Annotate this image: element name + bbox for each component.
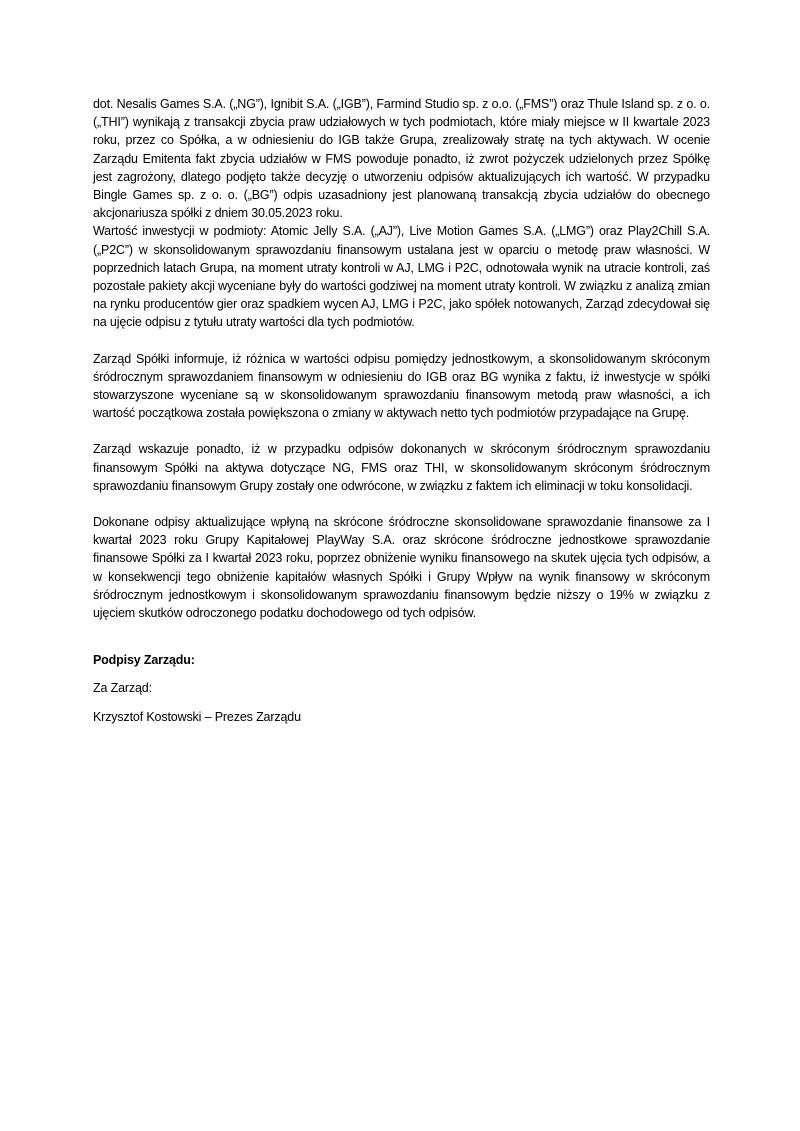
- paragraph-impairment-ng-igb-fms-thi: dot. Nesalis Games S.A. („NG”), Ignibit S.A. („IGB”), Farmind Studio sp. z o.o. („FMS”) oraz Thule Island sp. z o. o. („THI”) wynikają z transakcji zbycia praw udziałowych w tych podmiotach, które miały miejsce w II kwartale 2023 roku, przez co Spółka, a w odniesieniu do IGB także Grupa, zrealizowały stratę na tych aktywach. W ocenie Zarządu Emitenta fakt zbycia udziałów w FMS powoduje ponadto, iż zwrot pożyczek udzielonych przez Spółkę jest zagrożony, dlatego podjęto także decyzję o utworzeniu odpisów aktualizujących ich wartość. W przypadku Bingle Games sp. z o. o. („BG”) odpis uzasadniony jest planowaną transakcją zbycia udziałów do obecnego akcjonariusza spółki z dniem 30.05.2023 roku.: [93, 97, 710, 221]
- paragraph-investments-aj-lmg-p2c: Wartość inwestycji w podmioty: Atomic Jelly S.A. („AJ”), Live Motion Games S.A. („LMG”) oraz Play2Chill S.A. („P2C”) w skonsolidowanym sprawozdaniu finansowym ustalana jest w oparciu o metodę praw własności. W poprzednich latach Grupa, na moment utraty kontroli w AJ, LMG i P2C, odnotowała wynik na utracie kontroli, zaś pozostałe pakiety akcji wyceniane były do wartości godziwej na moment utraty kontroli. W związku z analizą zmian na rynku producentów gier oraz spadkiem wycen AJ, LMG i P2C, jako spółek notowanych, Zarząd zdecydował się na ujęcie odpisu z tytułu utraty wartości dla tych podmiotów.: [93, 224, 710, 330]
- paragraph-financial-impact: Dokonane odpisy aktualizujące wpłyną na skrócone śródroczne skonsolidowane sprawozdanie finansowe za I kwartał 2023 roku Grupy Kapitałowej PlayWay S.A. oraz skrócone śródroczne jednostkowe sprawozdanie finansowe Spółki za I kwartał 2023 roku, poprzez obniżenie wyniku finansowego na skutek ujęcia tych odpisów, a w konsekwencji tego obniżenie kapitałów własnych Spółki i Grupy Wpływ na wynik finansowy w skróconym śródrocznym jednostkowym i skonsolidowanym sprawozdaniu finansowym będzie niższy o 19% w związku z ujęciem skutków odroczonego podatku dochodowego od tych odpisów.: [93, 515, 710, 621]
- signature-intro: Za Zarząd:: [93, 681, 152, 696]
- paragraph-difference-explanation: Zarząd Spółki informuje, iż różnica w wartości odpisu pomiędzy jednostkowym, a skonsolidowanym skróconym śródrocznym sprawozdaniem finansowym w odniesieniu do IGB oraz BG wynika z faktu, iż inwestycje w spółki stowarzyszone wyceniane są w skonsolidowanym sprawozdaniu finansowym metodą praw własności, a ich wartość początkowa została powiększona o zmiany w aktywach netto tych podmiotów przypadające na Grupę.: [93, 351, 710, 421]
- signature-name-title: Krzysztof Kostowski – Prezes Zarządu: [93, 709, 301, 724]
- signatures-heading: Podpisy Zarządu:: [93, 653, 195, 668]
- paragraph-reversal-consolidation: Zarząd wskazuje ponadto, iż w przypadku odpisów dokonanych w skróconym śródrocznym sprawozdaniu finansowym Spółki na aktywa dotyczące NG, FMS oraz THI, w skonsolidowanym skróconym śródrocznym sprawozdaniu finansowym Grupy zostały one odwrócone, w związku z faktem ich eliminacji w toku konsolidacji.: [93, 442, 710, 493]
- document-page: [93, 95, 710, 726]
